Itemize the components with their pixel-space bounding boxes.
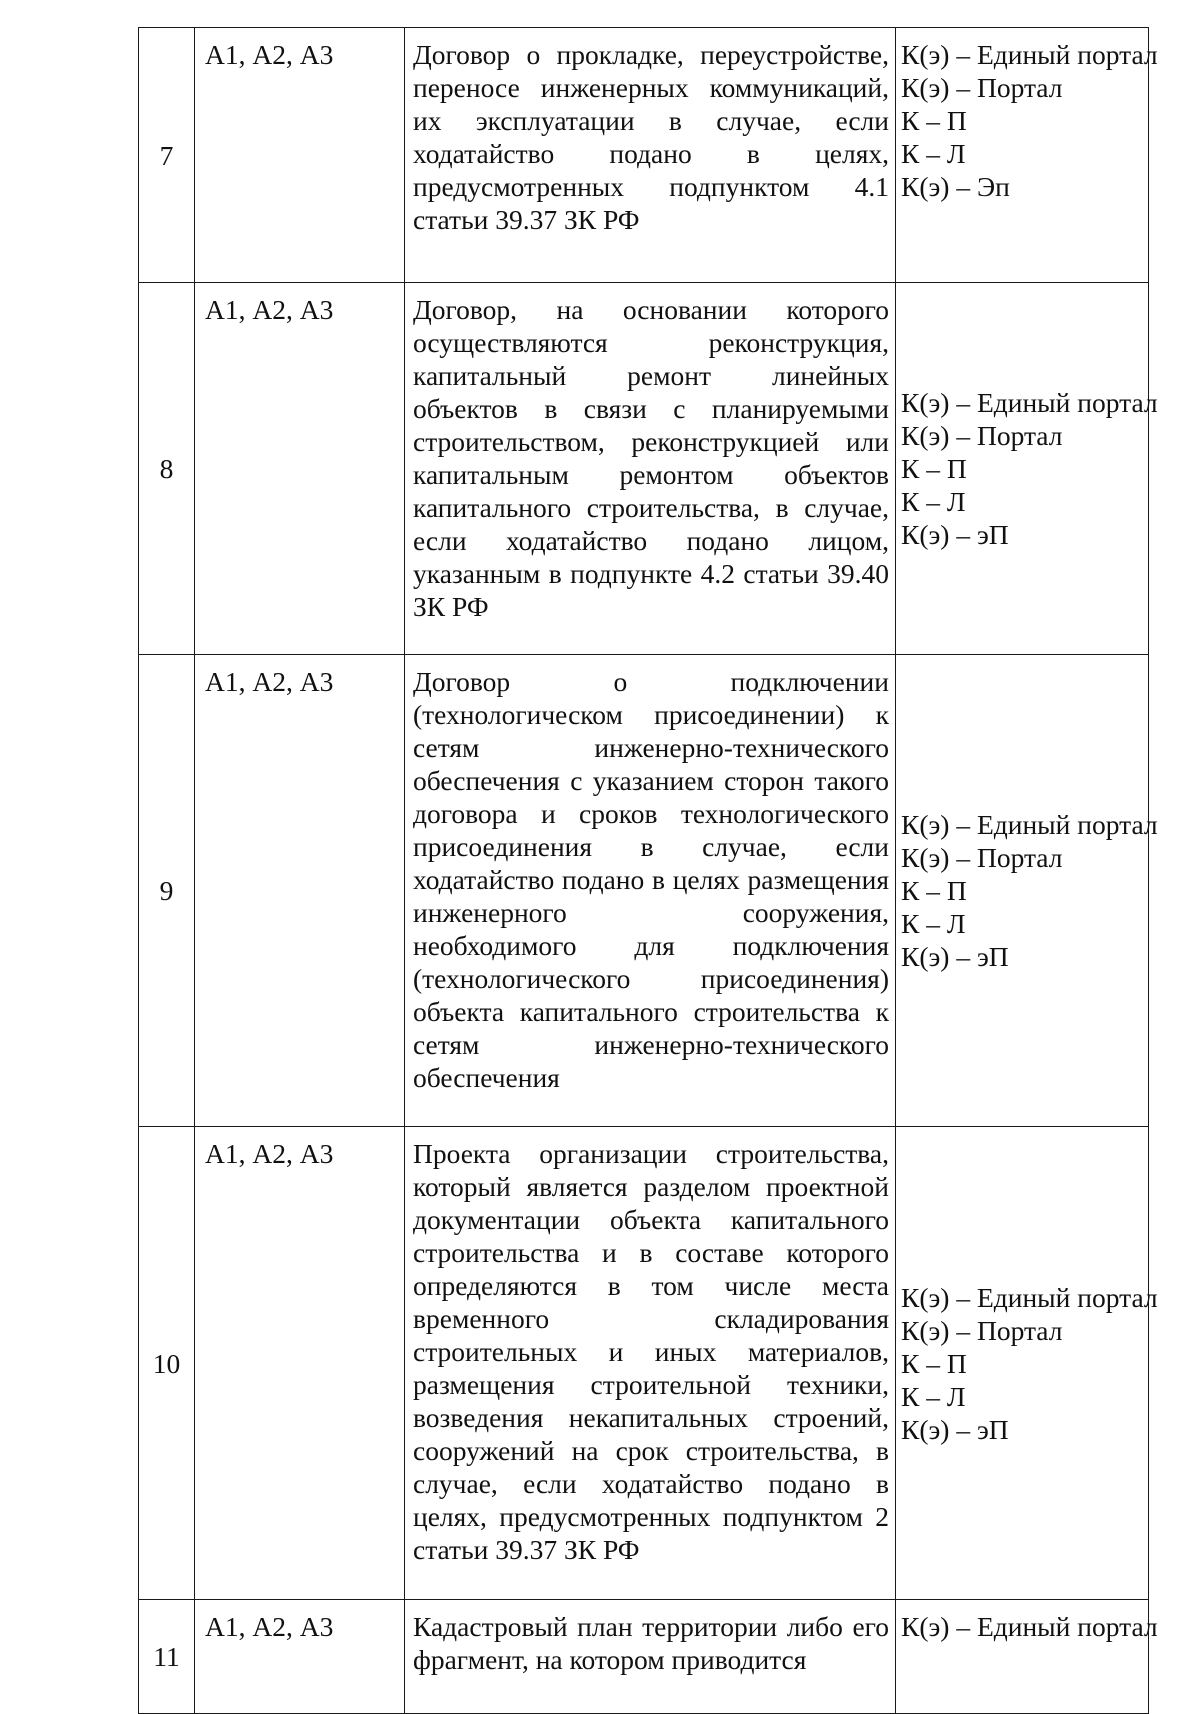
- submission-method-line-2: К(э) – Портал: [901, 842, 1063, 873]
- submission-method-line-4: К – Л: [901, 486, 966, 517]
- applicant-categories: А1, А2, А3: [195, 1600, 405, 1714]
- document-description: Договор о прокладке, переустройстве, переносе инженерных коммуникаций, их эксплуатации в случае, если ходатайство подано в целях, предусмотренных подпунктом 4.1 статьи 39.37 ЗК РФ: [405, 28, 896, 283]
- submission-method-line-3: К – П: [901, 1347, 967, 1379]
- row-number: 8: [139, 283, 195, 655]
- submission-methods: [896, 655, 1158, 1127]
- row-number: 11: [139, 1600, 195, 1714]
- submission-method-line-4: К – Л: [901, 138, 966, 169]
- document-description: Договор, на основании которого осуществляются реконструкция, капитальный ремонт линейных объектов в связи с планируемыми строительством, реконструкцией или капитальным ремонтом объектов капитального строительства, в случае, если ходатайство подано лицом, указанным в подпункте 4.2 статьи 39.40 ЗК РФ: [405, 283, 896, 655]
- submission-methods: [896, 1600, 1158, 1714]
- submission-methods: [896, 28, 1158, 283]
- table-row: [139, 28, 1149, 283]
- table-row: [139, 1600, 1149, 1714]
- submission-method-line-3: К – П: [901, 875, 967, 906]
- submission-method-line-2: К(э) – Портал: [901, 72, 1063, 103]
- row-number: 7: [139, 28, 195, 283]
- submission-methods: [896, 1127, 1158, 1600]
- submission-method-line-3: К – П: [901, 105, 967, 136]
- submission-method-line-1: К(э) – Единый портал: [901, 809, 1158, 840]
- submission-method-line-4: К – Л: [901, 908, 966, 939]
- submission-method-line-3: К – П: [901, 453, 967, 484]
- applicant-categories: А1, А2, А3: [195, 655, 405, 1127]
- table-row: [139, 655, 1149, 1127]
- table-row: [139, 283, 1149, 655]
- applicant-categories: А1, А2, А3: [195, 28, 405, 283]
- document-description: Проекта организации строительства, который является разделом проектной документации объекта капитального строительства и в составе которого определяются в том числе места временного складирования строительных и иных материалов, размещения строительной техники, возведения некапитальных строений, сооружений на срок строительства, в случае, если ходатайство подано в целях, предусмотренных подпунктом 2 статьи 39.37 ЗК РФ: [405, 1127, 896, 1600]
- submission-method-line-1: К(э) – Единый портал: [901, 1281, 1158, 1313]
- submission-method-line-2: К(э) – Портал: [901, 1314, 1063, 1346]
- document-description-text: Кадастровый план территории либо его фрагмент, на котором приводится: [413, 1611, 889, 1675]
- submission-methods: [896, 283, 1158, 655]
- applicant-categories: А1, А2, А3: [195, 1127, 405, 1600]
- submission-method-line-1: К(э) – Единый портал: [901, 39, 1158, 70]
- submission-method-line-1: К(э) – Единый портал: [901, 387, 1158, 418]
- document-description: [405, 1600, 896, 1714]
- documents-table: [138, 27, 1158, 1714]
- row-number: 10: [139, 1127, 195, 1600]
- submission-method-line-1: К(э) – Единый портал: [901, 1611, 1158, 1642]
- row-number: 9: [139, 655, 195, 1127]
- submission-method-line-5: К(э) – эП: [901, 1413, 1009, 1445]
- applicant-categories: А1, А2, А3: [195, 283, 405, 655]
- submission-method-line-5: К(э) – Эп: [901, 171, 1010, 202]
- submission-method-line-4: К – Л: [901, 1380, 966, 1412]
- submission-method-line-5: К(э) – эП: [901, 941, 1009, 972]
- document-description: Договор о подключении (технологическом присоединении) к сетям инженерно-технического обеспечения с указанием сторон такого договора и сроков технологического присоединения в случае, если ходатайство подано в целях размещения инженерного сооружения, необходимого для подключения (технологического присоединения) объекта капитального строительства к сетям инженерно-технического обеспечения: [405, 655, 896, 1127]
- submission-method-line-5: К(э) – эП: [901, 519, 1009, 550]
- submission-method-line-2: К(э) – Портал: [901, 420, 1063, 451]
- table-row: [139, 1127, 1149, 1600]
